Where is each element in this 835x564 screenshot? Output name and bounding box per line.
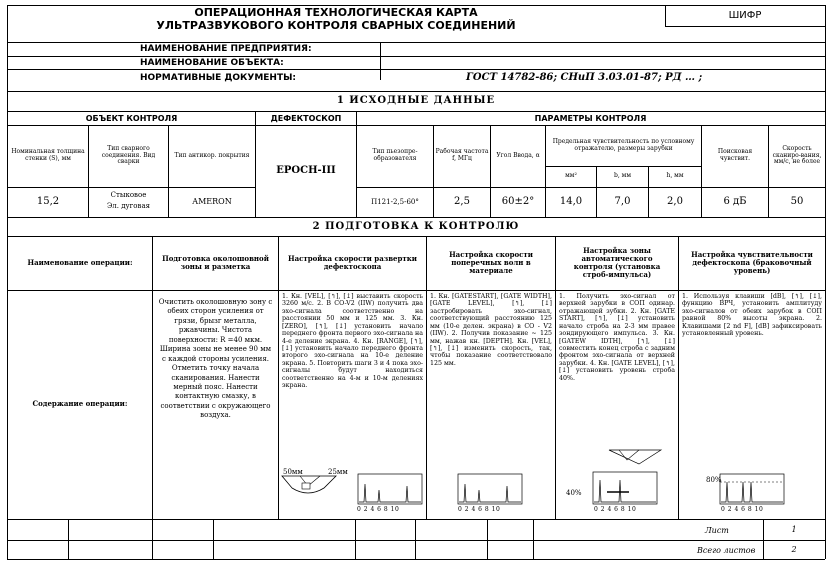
col-sub-area: мм² [565,172,577,180]
title-line2: УЛЬТРАЗВУКОВОГО КОНТРОЛЯ СВАРНЫХ СОЕДИНЕНИЙ [156,19,516,33]
section1-title: 1 ИСХОДНЫЕ ДАННЫЕ [336,95,496,107]
col-thickness: Номинальная толщина стенки (S), мм [11,148,85,162]
s1-v1 [88,125,89,217]
border-left [7,5,8,559]
sheet-value: 1 [791,524,797,534]
op3-text: 1. Кн. [GATESTART], [GATE WIDTH], [GATE LEVEL], [↰], [↥] застробировать эхо-сигнал, соответствующий расстоянию 125 мм (10-е делен. экрана) в CO - V2 (IIW). 2. Получив показание ~ 125 мм, нажав кн. [DEPTH]. Кн. [VEL], [↰], [↥] изменить скорость, так, чтобы показание соответствовало 125 мм. [430,293,552,367]
section2-title: 2 ПОДГОТОВКА К КОНТРОЛЮ [312,220,520,232]
level-80: 80% [706,476,722,484]
s1-v6 [490,125,491,217]
gate-40: 40% [566,489,582,497]
footer-v3 [213,519,214,559]
val-angle: 60±2° [501,196,535,208]
op-name-label: Наименование операции: [27,257,133,267]
s1-v11 [768,125,769,217]
s1-v10 [701,125,702,217]
s2-v3 [426,236,427,519]
params-header: ПАРАМЕТРЫ КОНТРОЛЯ [534,113,647,123]
op4-screen [593,472,657,504]
info-top-line [7,42,825,43]
op2-screen [358,474,422,504]
op2-signal [359,484,421,502]
op4-scale: 0 2 4 6 8 10 [594,506,637,513]
op5-signal [721,482,783,502]
s2-v5 [678,236,679,519]
cipher-label: ШИФР [728,9,762,21]
col-frequency: Рабочая частота f, МГц [435,148,489,162]
norms-value: ГОСТ 14782-86; СНиП 3.03.01-87; РД … ; [466,72,703,83]
s1-v4 [356,111,357,217]
s2-v2 [278,236,279,519]
col-joint: Тип сварного соединения. Вид сварки [101,144,156,166]
object-header: ОБЪЕКТ КОНТРОЛЯ [85,113,178,123]
diagram-50: 50мм [283,468,303,476]
col-angle: Угол Ввода, α [496,151,540,159]
op2-scale: 0 2 4 6 8 10 [357,506,400,513]
op5-text: 1. Используя клавиши [dB], [↰], [↥], функцию ВРЧ, установить амплитуду эхо-сигналов от обеих зарубок в СОП равной 80% высоты экрана. 2. Клавишами [2 nd F], [dB] зафиксировать установленный уровень. [682,293,822,338]
op4-title: Настройка зоны автоматического контроля (установка строб-импульса) [573,245,661,280]
sheet-label: Лист [705,526,729,535]
op3-signal [459,484,521,502]
val-b: 7,0 [614,196,631,208]
s1-v5 [433,125,434,217]
enterprise-label: НАИМЕНОВАНИЕ ПРЕДПРИЯТИЯ: [140,44,312,54]
transducer-sketch [302,483,310,489]
op-content-label: Содержание операции: [32,399,128,409]
info-line-2 [7,69,825,70]
notch-block-sketch [609,450,661,464]
val-thickness: 15,2 [36,196,60,208]
val-search: 6 дБ [723,196,747,208]
s2-v1 [152,236,153,519]
detector-value: ЕРОСН-III [276,165,336,177]
val-speed: 50 [790,196,804,208]
diagram-25: 25мм [328,468,348,476]
footer-top [7,519,825,520]
op5-title: Настройка чувствительности дефектоскопа (браковочный уровень) [691,249,813,276]
op1-text: Очистить околошовную зону с обеих сторон усиления от грязи, брызг металла, ржавчины. Чистота поверхности: R =40 мкм. Ширина зоны не менее 90 мм с каждой стороны усиления. Отметить точку начала сканирования. Нанести мерный пояс. Нанести контактную смазку, в соответствии с окружающего воздуха. [158,298,273,420]
norms-label: НОРМАТИВНЫЕ ДОКУМЕНТЫ: [140,73,297,83]
col-sub-h: h, мм [666,172,684,180]
info-mid-divider [380,42,381,80]
op4-signal [594,480,656,502]
s2-v4 [555,236,556,519]
total-value: 2 [791,544,797,554]
footer-v1 [68,519,69,559]
op2-text: 1. Кн. [VEL], [↰], [↥] выставить скорость 3260 м/с. 2. В CO-V2 (IIW) получить два эхо-сигнала соответственно на расстоянии 50 мм и 125 мм. 3. Кн. [ZERO], [↰], [↥] установить начало переднего фронта первого эхо-сигнала на 4-е деление экрана. 4. Кн. [RANGE], [↰], [↥] установить начало переднего фронта второго эхо-сигнала на 10-е деление экрана. 5. Повторить шаги 3 и 4 пока эхо-сигналы будут находиться соответственно на 4-м и 10-м делениях экрана. [282,293,423,390]
op4-text: 1. Получить эхо-сигнал от верхней зарубки в СОП одинар. отражающей зубки. 2. Кн. [GATE START], [↰], [↥] установить начало строба на 2-3 мм правее зондирующего импульса. 3. Кн. [GATEW IDTH], [↰], [↥] совместить конец строба с задним фронтом эхо-сигнала от верхней зарубки. 4. Кн. [GATE LEVEL], [↰], [↥] установить уровень строба 40%. [559,293,675,382]
col-sensitivity: Предельная чувствительность по условному отражателю, размеры зарубки [552,137,695,152]
col-speed: Скорость сканиро-вания, мм/с, не более [772,144,822,166]
col-search: Поисковая чувствит. [717,148,753,162]
val-coating: AMERON [192,197,232,207]
val-joint-2: Эл. дуговая [106,202,151,210]
val-frequency: 2,5 [454,196,470,208]
op3-screen [458,474,522,504]
s1-v2 [168,125,169,217]
footer-mid [7,540,825,541]
notch-beam [619,450,639,460]
val-joint-1: Стыковое [110,191,147,199]
footer-v5 [415,519,416,559]
border-bottom [7,559,825,560]
footer-v7 [533,519,534,559]
val-h: 2,0 [667,196,683,208]
col-coating: Тип антикор. покрытия [174,151,250,159]
op5-scale: 0 2 4 6 8 10 [721,506,764,513]
val-transducer: П121-2,5-60° [371,197,419,206]
title-line1: ОПЕРАЦИОННАЯ ТЕХНОЛОГИЧЕСКАЯ КАРТА [194,5,478,19]
op3-title: Настройка скорости поперечных волн в материале [449,249,533,276]
col-transducer: Тип пьезопре-образователя [372,148,418,162]
op2-title: Настройка скорости развертки дефектоскопа [287,253,417,271]
info-line-1 [7,56,825,57]
footer-v2 [152,519,153,559]
footer-v4 [355,519,356,559]
detector-header: ДЕФЕКТОСКОП [270,113,342,123]
val-area: 14,0 [559,196,583,208]
total-label: Всего листов [697,546,756,555]
col-sub-b: b, мм [614,172,631,180]
footer-v6 [487,519,488,559]
object-label: НАИМЕНОВАНИЕ ОБЪЕКТА: [140,58,284,68]
op3-scale: 0 2 4 6 8 10 [458,506,501,513]
border-right [825,5,826,559]
s1-v3 [255,111,256,217]
cipher-bottom [665,26,825,27]
op1-title: Подготовка околошовной зоны и разметка [162,253,269,271]
